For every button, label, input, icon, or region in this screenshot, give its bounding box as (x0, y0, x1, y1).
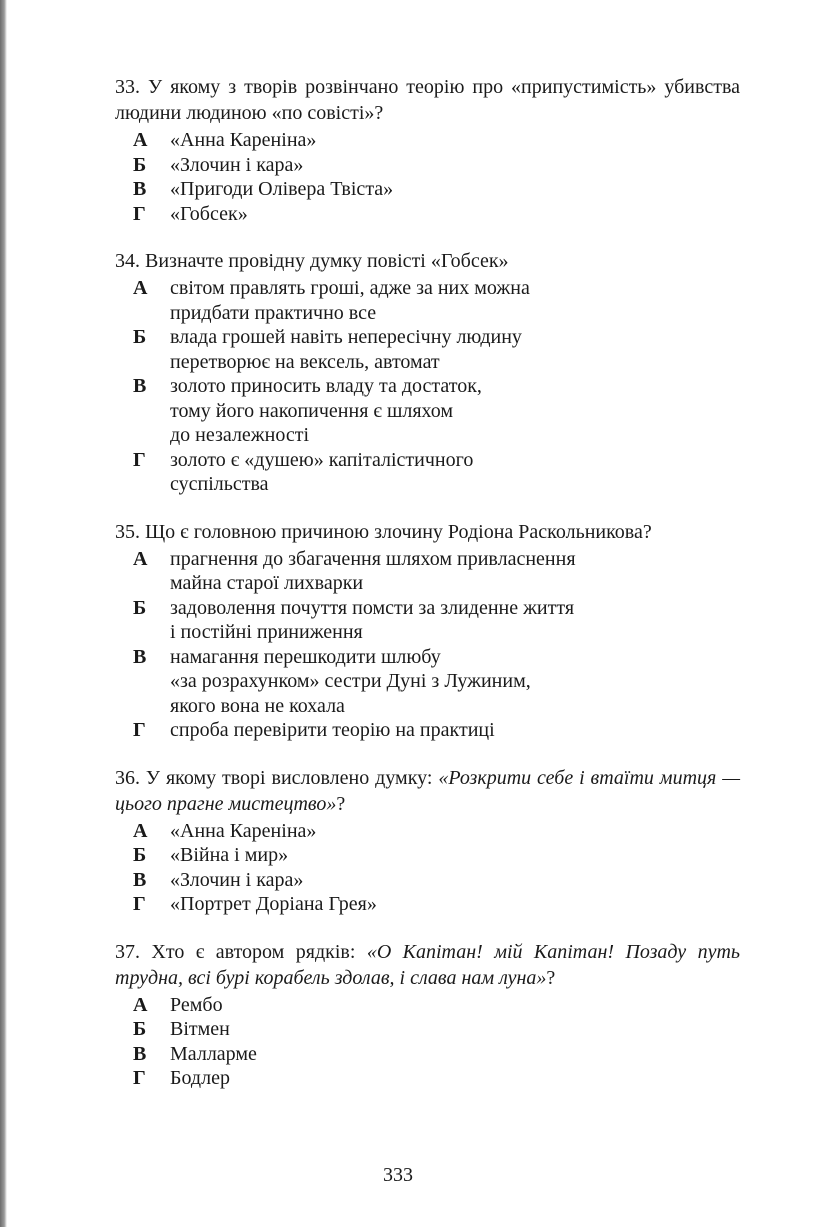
option-letter: В (133, 868, 147, 891)
option-letter: Г (133, 1067, 146, 1089)
question-stem (115, 74, 740, 126)
option-a (133, 128, 740, 153)
question-37 (115, 939, 740, 1091)
page-binding-edge (0, 0, 7, 1227)
question-35 (115, 519, 740, 743)
option-text-line: «за розрахунком» сестри Дуні з Лужиним, (170, 670, 531, 692)
option-g (133, 1066, 740, 1091)
option-text-line: придбати практично все (170, 301, 377, 324)
page-number: 333 (383, 1164, 413, 1186)
option-a (133, 547, 740, 596)
option-a (133, 993, 740, 1018)
option-letter: Б (133, 596, 147, 619)
option-v (133, 177, 740, 202)
option-text: «Анна Кареніна» (170, 819, 317, 842)
option-text-line: спроба перевірити теорію на практиці (170, 719, 495, 741)
option-text: «Злочин і кара» (170, 153, 304, 176)
question-stem (115, 519, 740, 545)
option-text-line: золото приносить владу та достаток, (170, 375, 482, 397)
question-number: 33. (115, 76, 140, 98)
question-34 (115, 248, 740, 497)
option-letter: А (133, 277, 148, 299)
option-text-line: і постійні приниження (170, 621, 363, 643)
option-text: «Гобсек» (170, 202, 248, 225)
option-text-line: прагнення до збагачення шляхом привласнення (170, 547, 576, 570)
option-letter: Б (133, 326, 147, 348)
question-text: Що є головною причиною злочину Родіона Раскольникова? (145, 520, 652, 543)
option-text-line: світом правлять гроші, адже за них можна (170, 277, 530, 299)
option-g (133, 718, 740, 743)
option-letter: В (133, 645, 147, 668)
option-text-line: суспільства (170, 473, 269, 495)
question-number: 36. (115, 766, 140, 789)
option-b (133, 843, 740, 868)
answer-options (115, 547, 740, 743)
question-number: 35. (115, 520, 140, 543)
option-text-line: влада грошей навіть непересічну людину (170, 326, 522, 348)
option-g (133, 892, 740, 917)
option-letter: А (133, 819, 148, 842)
option-letter: А (133, 547, 148, 570)
question-text: Визначте провідну думку повісті «Гобсек» (145, 250, 509, 272)
option-g (133, 448, 740, 497)
option-text: «Портрет Доріана Грея» (170, 893, 377, 915)
option-letter: В (133, 1042, 147, 1065)
option-text-line: намагання перешкодити шлюбу (170, 645, 441, 668)
question-text: У якому з творів розвінчано теорію про «припустимість» убивства людини людиною «по совісті»? (115, 76, 741, 124)
answer-options (115, 276, 740, 497)
question-stem (115, 939, 740, 991)
option-text: «Пригоди Олівера Твіста» (170, 178, 394, 200)
option-g (133, 202, 740, 227)
option-text-line: майна старої лихварки (170, 572, 364, 594)
option-v (133, 868, 740, 893)
quotation: «Розкрити себе і втаїти митця — цього прагне мистецтво» (115, 766, 740, 815)
option-a (133, 276, 740, 325)
option-letter: Г (133, 202, 146, 225)
option-text: «Злочин і кара» (170, 868, 304, 891)
option-b (133, 325, 740, 374)
option-text-line: перетворює на вексель, автомат (170, 350, 440, 373)
answer-options (115, 819, 740, 917)
question-stem (115, 248, 740, 274)
answer-options (115, 993, 740, 1091)
option-text: «Анна Кареніна» (170, 129, 317, 151)
question-number: 37. (115, 940, 140, 963)
option-text-line: золото є «душею» капіталістичного (170, 448, 474, 471)
question-36 (115, 765, 740, 917)
option-letter: А (133, 993, 148, 1016)
option-letter: В (133, 375, 147, 397)
option-text: Вітмен (170, 1018, 230, 1040)
option-b (133, 596, 740, 645)
option-letter: Г (133, 719, 146, 741)
option-text: Бодлер (170, 1067, 230, 1089)
option-v (133, 374, 740, 448)
option-a (133, 819, 740, 844)
question-stem (115, 765, 740, 817)
option-text-line: тому його накопичення є шляхом (170, 399, 454, 422)
question-33 (115, 74, 740, 226)
option-b (133, 1017, 740, 1042)
quotation: «О Капітан! мій Капітан! Позаду путь трудна, всі бурі корабель здолав, і слава нам луна» (115, 940, 740, 989)
option-text-line: задоволення почуття помсти за злиденне життя (170, 596, 575, 619)
option-letter: Г (133, 893, 146, 915)
answer-options (115, 128, 740, 226)
option-text-line: до незалежності (170, 424, 310, 446)
option-text: «Війна і мир» (170, 844, 289, 866)
option-letter: Г (133, 448, 146, 471)
option-text-line: якого вона не кохала (170, 694, 345, 717)
question-mark: ? (546, 966, 556, 989)
question-text: У якому творі висловлено думку: (145, 766, 433, 789)
question-number: 34. (115, 250, 140, 272)
option-v (133, 1042, 740, 1067)
option-text: Рембо (170, 993, 223, 1016)
option-letter: Б (133, 844, 147, 866)
option-letter: Б (133, 1018, 147, 1040)
option-text: Малларме (170, 1042, 257, 1065)
option-b (133, 153, 740, 178)
question-mark: ? (336, 792, 346, 815)
question-text: Хто є автором рядків: (151, 940, 356, 963)
option-letter: В (133, 178, 147, 200)
option-v (133, 645, 740, 719)
option-letter: Б (133, 153, 147, 176)
option-letter: А (133, 129, 148, 151)
document-page (115, 74, 740, 1091)
